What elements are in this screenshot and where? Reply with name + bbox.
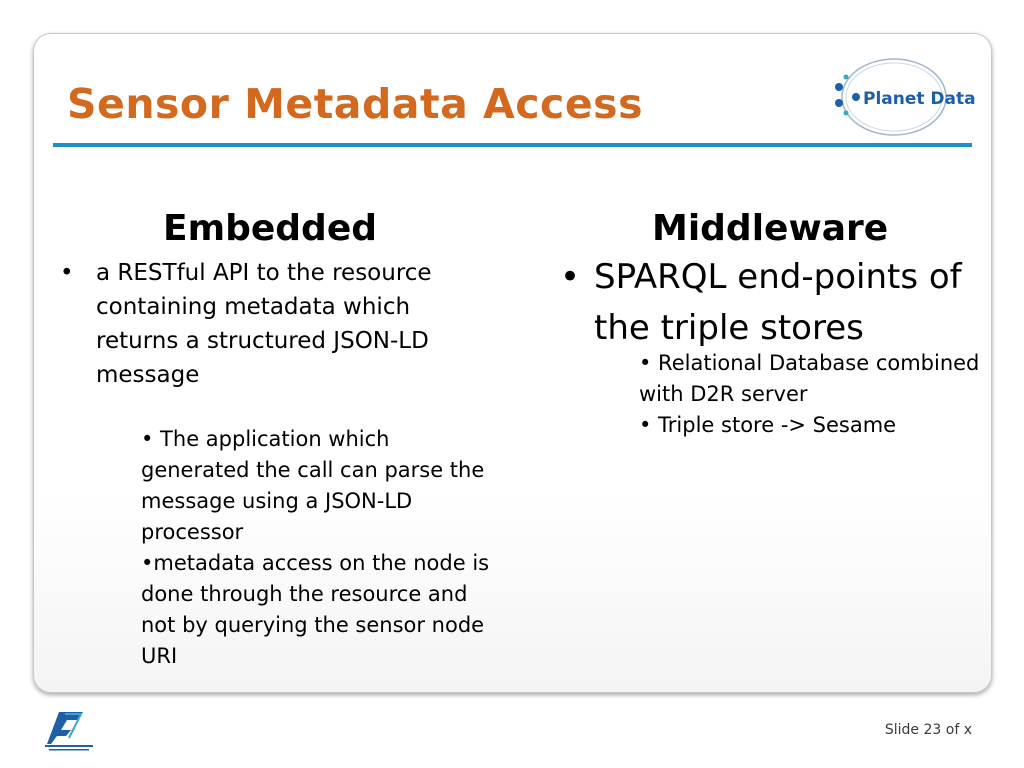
fp7-logo — [43, 708, 95, 752]
embedded-bullet-text: a RESTful API to the resource containing metadata which returns a structured JSON-LD message — [96, 260, 432, 388]
embedded-sub-list — [141, 424, 501, 672]
planet-data-logo — [832, 55, 977, 137]
middleware-heading: Middleware — [652, 208, 889, 249]
embedded-heading: Embedded — [163, 208, 378, 249]
logo-text: Planet Data — [863, 89, 976, 109]
middleware-bullet-text: SPARQL end-points of the triple stores — [594, 257, 962, 348]
bullet-mark: • — [560, 257, 581, 297]
middleware-sub-item: • Relational Database combined with D2R server — [639, 351, 980, 406]
embedded-sub-item: • The application which generated the call can parse the message using a JSON-LD processor — [141, 427, 485, 544]
middleware-bullet — [560, 252, 1000, 354]
embedded-bullet — [60, 256, 470, 392]
embedded-list — [60, 256, 470, 392]
slide-number: Slide 23 of x — [884, 722, 972, 738]
bullet-mark: • — [60, 260, 74, 286]
slide-title: Sensor Metadata Access — [67, 80, 643, 128]
middleware-sub-item: • Triple store -> Sesame — [639, 413, 897, 437]
embedded-sub-item: •metadata access on the node is done through the resource and not by querying the sensor node URI — [141, 551, 490, 668]
middleware-sub-list — [639, 348, 999, 441]
middleware-list — [560, 252, 1000, 354]
title-rule — [53, 143, 972, 147]
